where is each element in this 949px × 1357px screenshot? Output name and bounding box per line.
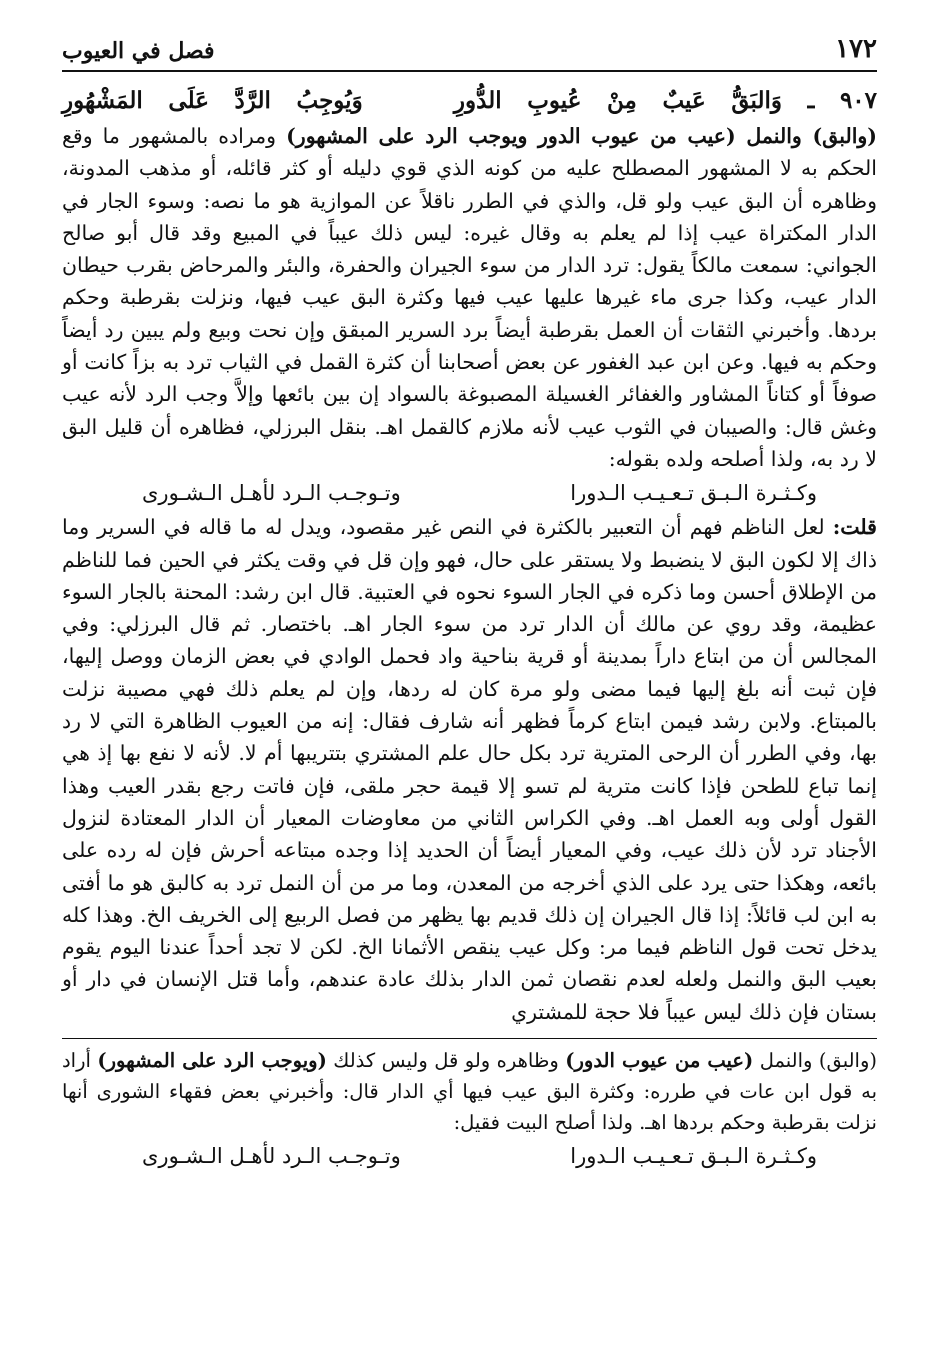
poem-quote-1-first: وكـثـرة الـبـق تـعـيـب الـدورا [570,481,817,506]
poem-quote-2 [62,1138,877,1174]
poem-quote-1-second: وتـوجـب الـرد لأهـل الـشـورى [142,481,401,506]
page-number: ١٧٢ [835,34,877,64]
verse-line: ٩٠٧ ـ وَالبَقُّ عَيبٌ مِنْ عُيوبِ الدُّورِ وَيُوجِبُ الرَّدَّ عَلَى المَشْهُورِ [62,87,878,114]
commentary-text-2: لعل الناظم فهم أن التعبير بالكثرة في النص غير مقصود، ويدل له ما قاله في السرير وما ذاك إلا لكون البق لا ينضبط ولا يستقر على حال، فهو وإن قل في وقت يكثر في الحين فما للناظم من الإطلاق أحسن وما ذكره في الجار السوء نحوه في العتبية. قال ابن رشد: المحنة بالجار السوء عظيمة، وقد روي عن مالك أن الدار ترد من سوء الجار اهـ. باختصار. ثم قال البرزلي: وفي المجالس أن من ابتاع داراً بمدينة أو قرية بناحية واد فحمل الوادي في بعض الزمان ووصل إليها، فإن ثبت أنه بلغ إليها فيما مضى ولو مرة كان له ردها، وإن لم يعلم ذلك فهي مصيبة نزلت بالمبتاع. ولابن رشد فيمن ابتاع كرماً فظهر أنه شارف فقال: إنه من العيوب الظاهرة التي لا رد بها، وفي الطرر أن الرحى المترية ترد بكل حال علم المشتري بتتريبها أم لا. لأنه لا نفع بها إذ هي إنما تباع للطحن فإذا كانت مترية لم تسو إلا قيمة حجر ملقى، فإن فاتت رجع بقدر العيب وهذا القول أولى وبه العمل اهـ. وفي الكراس الثاني من معاوضات المعيار أن الدار المعتادة لنزول الأجناد ترد لأن ذلك عيب، وفي المعيار أيضاً أن الحديد إذا وجده مبتاعه أحرش فإن له رده على بائعه، وهكذا حتى يرد على الذي أخرجه من المعدن، وما مر من أن النمل ترد به كالبق هو ما أفتى به ابن لب قائلاً: إذا قال الجيران إن ذلك قديم بها يظهر من فصل الربيع إلى الخريف الخ. وهذا كله يدخل تحت قول الناظم فيما مر: وكل عيب ينقص الأثمانا الخ. لكن لا تجد أحداً عندنا اليوم يقوم بعيب البق والنمل ولعله لعدم نقصان ثمن الدار بذلك عادة عندهم، وأما قتل الإنسان في دار أو بستان فإن ذلك ليس عيباً فلا حجة للمشتري [62,515,877,1024]
qultu-marker: قلت: [832,515,877,540]
poem-quote-2-first: وكـثـرة الـبـق تـعـيـب الـدورا [570,1144,817,1169]
chapter-title: فصل في العيوب [62,38,215,64]
book-page [62,28,877,1333]
footnote [62,1045,877,1174]
running-head [62,28,877,72]
poem-quote-2-second: وتـوجـب الـرد لأهـل الـشـورى [142,1144,401,1169]
commentary [62,120,877,1028]
footnote-separator [62,1038,877,1039]
commentary-paragraph-2 [62,511,877,1028]
commentary-text-1: ومراده بالمشهور ما وقع الحكم به لا المشهور المصطلح عليه من كونه الذي قوي دليله أو كثر قائله، أو مذهب المدونة، وظاهره أن البق عيب ولو قل، والذي في الطرر ناقلاً عن الموازية هو ما نصه: وسوء الجار في الدار المكتراة عيب إذا لم يعلم به وقال غيره: ليس ذلك عيباً في المبيع وقد قال أبو صالح الجواني: سمعت مالكاً يقول: ترد الدار من سوء الجيران والحفرة، والبئر والمرحاض بقرب حيطان الدار عيب، وكذا جرى ماء غيرها عليها عيب فيها وكثرة البق عيب فيها، ونزلت بقرطبة وحكم بردها. وأخبرني الثقات أن العمل بقرطبة أيضاً برد السرير المبقق وإن نحت وبيع ولم يبين رد أيضاً وحكم به فيها. وعن ابن عبد الغفور عن بعض أصحابنا أن كثرة القمل في الثياب ترد به بزاً كانت أو صوفاً أو كتاناً المشاور والغفائر الغسيلة المصبوغة بالسواد إن بين بائعها وإلاَّ وجب الرد لأنه عيب وغش قال: والصيبان في الثوب عيب لأنه ملازم كالقمل اهـ. بنقل البرزلي، فظاهره أن قليل البق لا رد به، ولذا أصلحه ولده بقوله: [62,124,877,471]
commentary-lemma: (والبق) والنمل (عيب من عيوب الدور ويوجب الرد على المشهور) [286,124,877,148]
poem-quote-1 [62,475,877,511]
verse-hemistich-2: وَيُوجِبُ الرَّدَّ عَلَى المَشْهُورِ [62,87,363,114]
footnote-paragraph: (والبق) والنمل (عيب من عيوب الدور) وظاهره ولو قل وليس كذلك (ويوجب الرد على المشهور) أراد به قول ابن عات في طرره: وكثرة البق عيب فيها أي الدار قال: وأخبرني بعض فقهاء الشورى أنها نزلت بقرطبة وحكم بردها اهـ. ولذا أصلح البيت فقيل: [62,1049,878,1135]
verse-number: ٩٠٧ [839,87,878,114]
verse-hemistich-1: وَالبَقُّ عَيبٌ مِنْ عُيوبِ الدُّورِ [453,87,782,114]
commentary-paragraph-1 [62,120,877,475]
